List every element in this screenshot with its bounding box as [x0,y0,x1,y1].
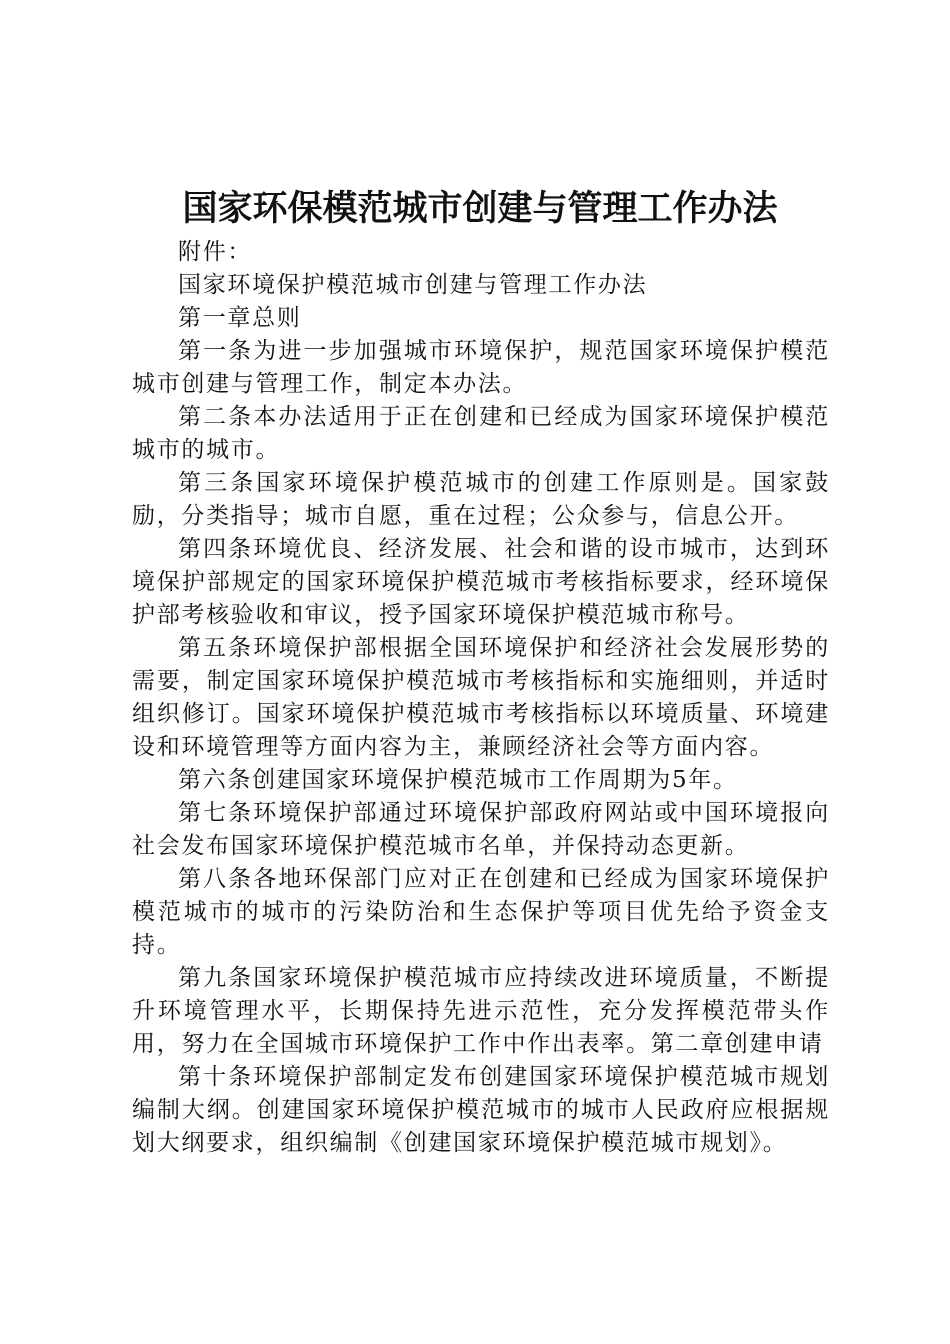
paragraph-attachment: 附件： [178,239,253,265]
article-6: 第六条创建国家环境保护模范城市工作周期为5年。 [178,767,738,793]
article-10: 第十条环境保护部制定发布创建国家环境保护模范城市规划编制大纲。创建国家环境保护模范城市的城市人民政府应根据规划大纲要求，组织编制《创建国家环境保护模范城市规划》。 [132,1064,830,1156]
article-3: 第三条国家环境保护模范城市的创建工作原则是。国家鼓励，分类指导；城市自愿，重在过程；公众参与，信息公开。 [132,470,830,529]
article-1: 第一条为进一步加强城市环境保护，规范国家环境保护模范城市创建与管理工作，制定本办法。 [132,338,830,397]
article-9: 第九条国家环境保护模范城市应持续改进环境质量，不断提升环境管理水平，长期保持先进示范性，充分发挥模范带头作用，努力在全国城市环境保护工作中作出表率。第二章创建申请 [132,965,830,1057]
article-8: 第八条各地环保部门应对正在创建和已经成为国家环境保护模范城市的城市的污染防治和生态保护等项目优先给予资金支持。 [132,866,830,958]
document-title: 国家环保模范城市创建与管理工作办法 [182,188,778,229]
document-page [130,180,830,1160]
chapter-heading-1: 第一章总则 [178,305,302,331]
article-4: 第四条环境优良、经济发展、社会和谐的设市城市，达到环境保护部规定的国家环境保护模范城市考核指标要求，经环境保护部考核验收和审议，授予国家环境保护模范城市称号。 [132,536,830,628]
paragraph-subtitle: 国家环境保护模范城市创建与管理工作办法 [178,272,648,298]
article-5: 第五条环境保护部根据全国环境保护和经济社会发展形势的需要，制定国家环境保护模范城市考核指标和实施细则，并适时组织修订。国家环境保护模范城市考核指标以环境质量、环境建设和环境管理等方面内容为主，兼顾经济社会等方面内容。 [132,635,830,760]
article-7: 第七条环境保护部通过环境保护部政府网站或中国环境报向社会发布国家环境保护模范城市名单，并保持动态更新。 [132,800,830,859]
article-2: 第二条本办法适用于正在创建和已经成为国家环境保护模范城市的城市。 [132,404,830,463]
